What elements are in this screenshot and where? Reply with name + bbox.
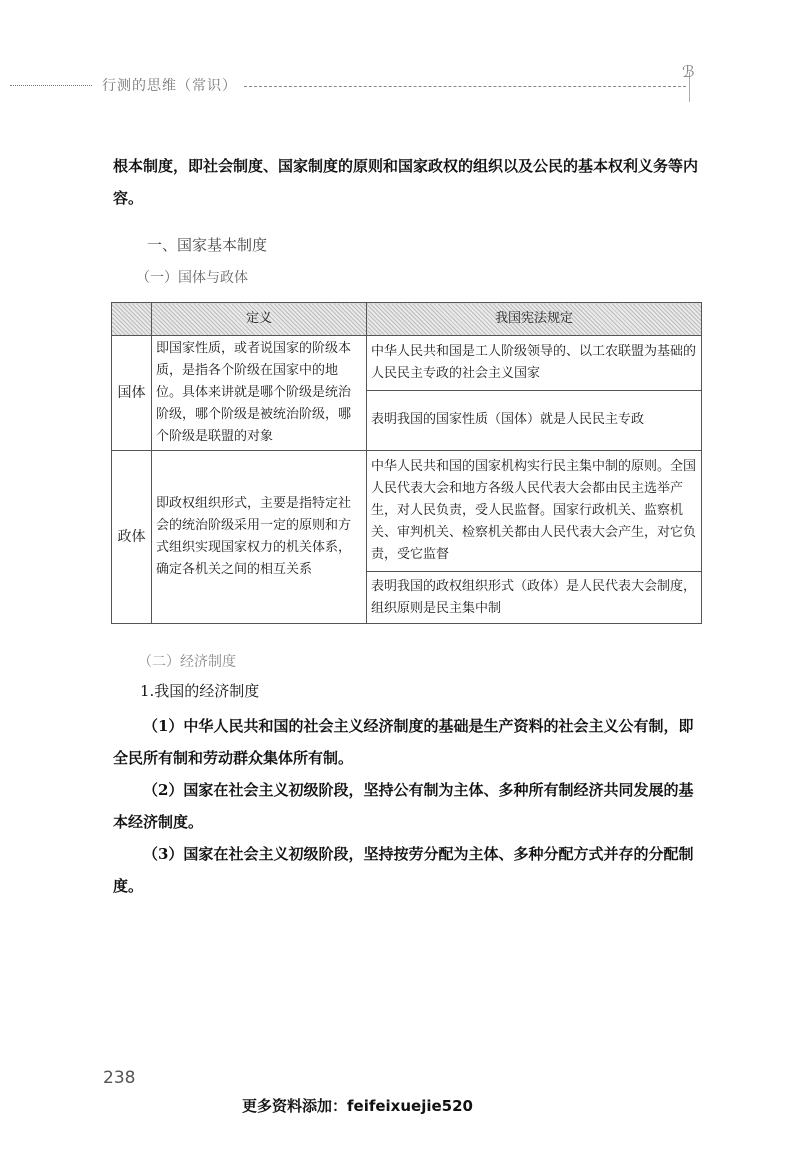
header-rule-right: [244, 86, 686, 87]
table-row: [112, 451, 702, 572]
definition-cell: 即国家性质，或者说国家的阶级本质，是指各个阶级在国家中的地位。具体来讲就是哪个阶级是统治阶级，哪个阶级是被统治阶级，哪个阶级是联盟的对象: [152, 336, 367, 451]
page-number: 238: [103, 1068, 136, 1088]
header-rule-left: [10, 85, 92, 86]
subsection-heading-state-polity: （一）国体与政体: [136, 270, 248, 286]
economic-paragraph-1: （1）中华人民共和国的社会主义经济制度的基础是生产资料的社会主义公有制，即全民所有制和劳动群众集体所有制。: [113, 717, 694, 767]
economic-paragraph-2: （2）国家在社会主义初级阶段，坚持公有制为主体、多种所有制经济共同发展的基本经济制度。: [113, 781, 694, 831]
economic-paragraph-3: （3）国家在社会主义初级阶段，坚持按劳分配为主体、多种分配方式并存的分配制度。: [113, 845, 694, 895]
state-system-table: [111, 302, 702, 624]
table-row: [112, 336, 702, 391]
running-header-title: 行测的思维（常识）: [102, 78, 237, 94]
item-heading-economic-system: 1.我国的经济制度: [140, 682, 260, 700]
table-header-row: [112, 303, 702, 336]
footer-contact-note: 更多资料添加：feifeixuejie520: [242, 1097, 473, 1115]
subsection-heading-economic-system: （二）经济制度: [138, 654, 236, 670]
table-header-definition: 定义: [152, 303, 367, 336]
table-header-empty: [112, 303, 152, 336]
section-heading-basic-systems: 一、国家基本制度: [147, 236, 268, 254]
provision-cell: 中华人民共和国是工人阶级领导的、以工农联盟为基础的人民民主专政的社会主义国家: [367, 336, 702, 391]
provision-cell: 表明我国的政权组织形式（政体）是人民代表大会制度，组织原则是民主集中制: [367, 572, 702, 624]
intro-paragraph: 根本制度，即社会制度、国家制度的原则和国家政权的组织以及公民的基本权利义务等内容。: [113, 157, 699, 207]
definition-cell: 即政权组织形式，主要是指特定社会的统治阶级采用一定的原则和方式组织实现国家权力的机关体系，确定各机关之间的相互关系: [152, 451, 367, 624]
row-label-government-form: 政体: [112, 451, 152, 624]
row-label-state-nature: 国体: [112, 336, 152, 451]
provision-cell: 表明我国的国家性质（国体）就是人民民主专政: [367, 390, 702, 450]
provision-cell: 中华人民共和国的国家机构实行民主集中制的原则。全国人民代表大会和地方各级人民代表大会都由民主选举产生，对人民负责，受人民监督。国家行政机关、监察机关、审判机关、检察机关都由人民代表大会产生，对它负责，受它监督: [367, 451, 702, 572]
table-header-constitution: 我国宪法规定: [367, 303, 702, 336]
header-logo-icon: ℬ: [682, 62, 695, 81]
